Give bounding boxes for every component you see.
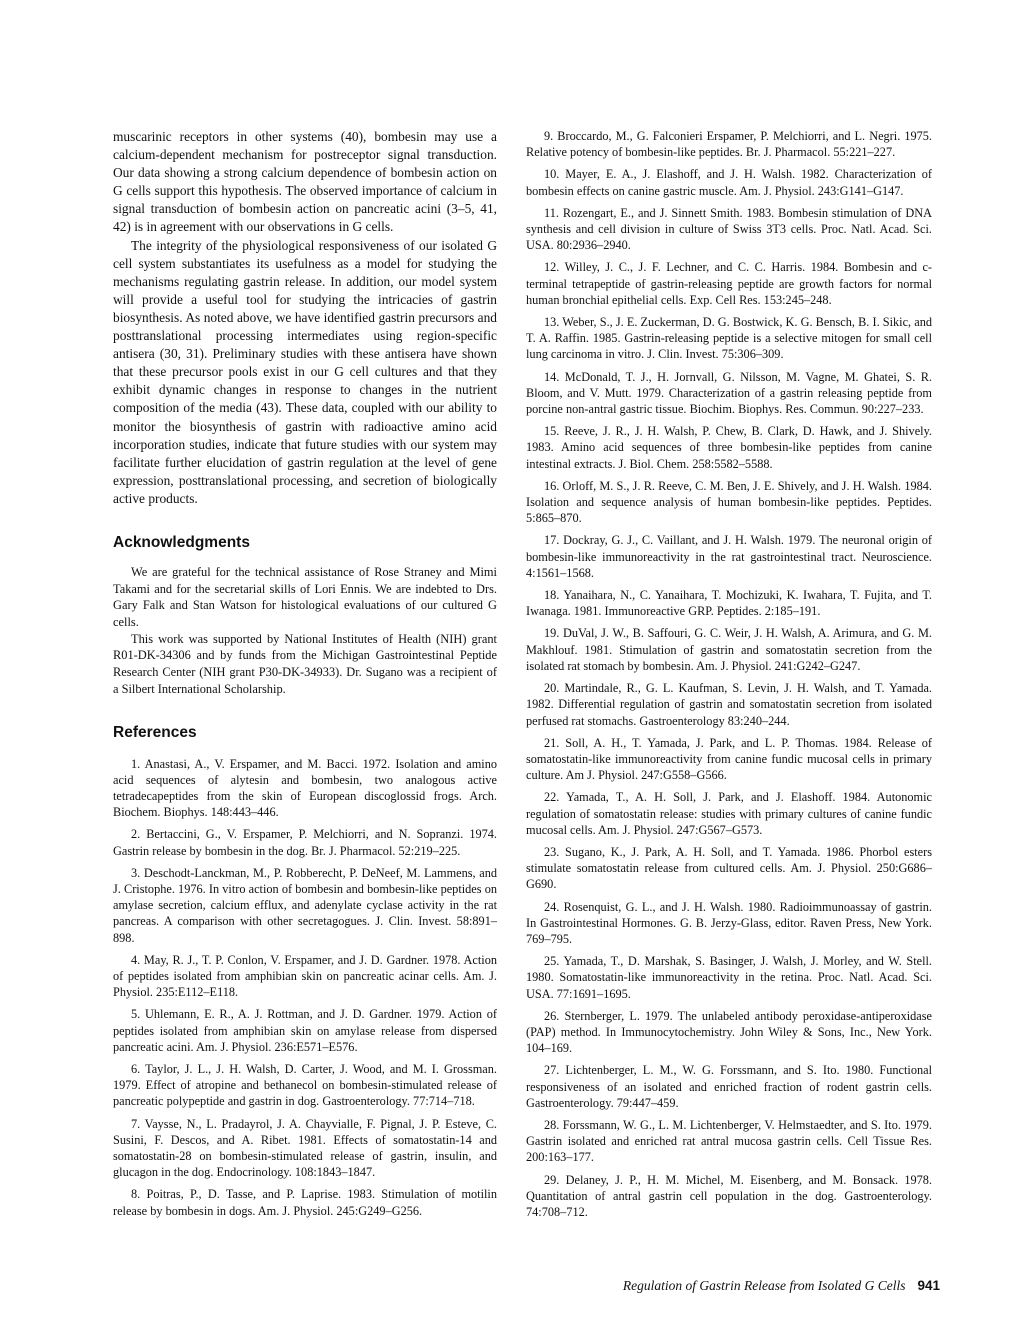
body-paragraph: The integrity of the physiological responsiveness of our isolated G cell system substantiates its usefulness as a model for studying the mechanisms regulating gastrin release. In addition, our model system will provide a useful tool for studying the intricacies of gastrin biosynthesis. As noted above, we have identified gastrin precursors and posttranslational processing intermediates using region-specific antisera (30, 31). Preliminary studies with these antisera have shown that these precursor pools exist in our G cell cultures and that they exhibit dynamic changes in response to changes in the nutrient composition of the media (43). These data, coupled with our ability to monitor the biosynthesis of gastrin with radioactive amino acid incorporation studies, indicate that future studies with our system may facilitate further elucidation of gastrin regulation at the level of gene expression, posttranslational processing, and secretion of biologically active products. [113,237,497,506]
acknowledgments-paragraph: We are grateful for the technical assistance of Rose Straney and Mimi Takami and for the secretarial skills of Lori Ennis. We are indebted to Drs. Gary Falk and Stan Watson for histological evaluations of our cultured G cells. [113,564,497,630]
reference-item: 10. Mayer, E. A., J. Elashoff, and J. H. Walsh. 1982. Characterization of bombesin effects on canine gastric muscle. Am. J. Physiol. 243:G141–G147. [526,167,932,198]
reference-item: 15. Reeve, J. R., J. H. Walsh, P. Chew, B. Clark, D. Hawk, and J. Shively. 1983. Amino acid sequences of three bombesin-like peptides from canine intestinal extracts. J. Biol. Chem. 258:5582–5588. [526,424,932,471]
reference-item: 25. Yamada, T., D. Marshak, S. Basinger, J. Walsh, J. Morley, and W. Stell. 1980. Somatostatin-like immunoreactivity in the retina. Proc. Natl. Acad. Sci. USA. 77:1691–1695. [526,954,932,1001]
acknowledgments-paragraph: This work was supported by National Institutes of Health (NIH) grant R01-DK-34306 and by funds from the Michigan Gastrointestinal Peptide Research Center (NIH grant P30-DK-34933). Dr. Sugano was a recipient of a Silbert International Scholarship. [113,631,497,696]
reference-item: 18. Yanaihara, N., C. Yanaihara, T. Mochizuki, K. Iwahara, T. Fujita, and T. Iwanaga. 1981. Immunoreactive GRP. Peptides. 2:185–191. [526,588,932,619]
reference-item: 19. DuVal, J. W., B. Saffouri, G. C. Weir, J. H. Walsh, A. Arimura, and G. M. Makhlouf. 1981. Stimulation of gastrin and somatostatin secretion from the isolated rat stomach by bombesin. Am. J. Physiol. 241:G242–G247. [526,626,932,673]
reference-item: 13. Weber, S., J. E. Zuckerman, D. G. Bostwick, K. G. Bensch, B. I. Sikic, and T. A. Raffin. 1985. Gastrin-releasing peptide is a selective mitogen for small cell lung carcinoma in vitro. J. Clin. Invest. 75:306–309. [526,315,932,362]
page-number: 941 [917,1278,940,1293]
body-paragraph: muscarinic receptors in other systems (40), bombesin may use a calcium-dependent mechanism for postreceptor signal transduction. Our data showing a strong calcium dependence of bombesin action on G cells support this hypothesis. The observed importance of calcium in signal transduction of bombesin action on pancreatic acini (3–5, 41, 42) is in agreement with our observations in G cells. [113,129,497,235]
page-footer [580,1278,940,1294]
reference-item: 24. Rosenquist, G. L., and J. H. Walsh. 1980. Radioimmunoassay of gastrin. In Gastrointestinal Hormones. G. B. Jerzy-Glass, editor. Raven Press, New York. 769–795. [526,899,932,946]
reference-item: 27. Lichtenberger, L. M., W. G. Forssmann, and S. Ito. 1980. Functional responsiveness of an isolated and enriched fraction of rodent gastrin cells. Gastroenterology. 79:447–459. [526,1063,932,1110]
reference-item: 5. Uhlemann, E. R., A. J. Rottman, and J. D. Gardner. 1979. Action of peptides isolated from amphibian skin on amylase release from dispersed pancreatic acini. Am. J. Physiol. 236:E571–E576. [113,1007,497,1054]
reference-item: 6. Taylor, J. L., J. H. Walsh, D. Carter, J. Wood, and M. I. Grossman. 1979. Effect of atropine and bethanecol on bombesin-stimulated release of pancreatic polypeptide and gastrin in dog. Gastroenterology. 77:714–718. [113,1062,497,1109]
references-list-left [113,756,497,1219]
reference-item: 8. Poitras, P., D. Tasse, and P. Laprise. 1983. Stimulation of motilin release by bombesin in dogs. Am. J. Physiol. 245:G249–G256. [113,1187,497,1218]
reference-item: 9. Broccardo, M., G. Falconieri Erspamer, P. Melchiorri, and L. Negri. 1975. Relative potency of bombesin-like peptides. Br. J. Pharmacol. 55:221–227. [526,129,932,160]
reference-item: 14. McDonald, T. J., H. Jornvall, G. Nilsson, M. Vagne, M. Ghatei, S. R. Bloom, and V. Mutt. 1979. Characterization of a gastrin releasing peptide from porcine non-antral gastric tissue. Biochim. Biophys. Res. Commun. 90:227–233. [526,369,932,417]
reference-item: 20. Martindale, R., G. L. Kaufman, S. Levin, J. H. Walsh, and T. Yamada. 1982. Differential regulation of gastrin and somatostatin secretion from isolated perfused rat stomachs. Gastroenterology 83:240–244. [526,681,932,728]
reference-item: 28. Forssmann, W. G., L. M. Lichtenberger, V. Helmstaedter, and S. Ito. 1979. Gastrin isolated and enriched rat antral mucosa gastrin cells. Cell Tissue Res. 200:163–177. [526,1117,932,1165]
references-heading: References [113,723,197,741]
acknowledgments-heading: Acknowledgments [113,533,250,551]
reference-item: 17. Dockray, G. J., C. Vaillant, and J. H. Walsh. 1979. The neuronal origin of bombesin-like immunoreactivity in the rat gastrointestinal tract. Neuroscience. 4:1561–1568. [526,533,932,580]
reference-item: 16. Orloff, M. S., J. R. Reeve, C. M. Ben, J. E. Shively, and J. H. Walsh. 1984. Isolation and sequence analysis of human bombesin-like peptides. Peptides. 5:865–870. [526,478,932,526]
reference-item: 22. Yamada, T., A. H. Soll, J. Park, and J. Elashoff. 1984. Autonomic regulation of somatostatin release: studies with primary cultures of canine fundic mucosal cells. Am. J. Physiol. 247:G567–G573. [526,790,932,837]
left-column [113,128,497,1225]
reference-item: 29. Delaney, J. P., H. M. Michel, M. Eisenberg, and M. Bonsack. 1978. Quantitation of antral gastrin cell population in the dog. Gastroenterology. 74:708–712. [526,1172,932,1219]
reference-item: 4. May, R. J., T. P. Conlon, V. Erspamer, and J. D. Gardner. 1978. Action of peptides isolated from amphibian skin on pancreatic acinar cells. Am. J. Physiol. 235:E112–E118. [113,952,497,1000]
reference-item: 21. Soll, A. H., T. Yamada, J. Park, and L. P. Thomas. 1984. Release of somatostatin-like immunoreactivity from canine fundic mucosal cells in primary culture. Am J. Physiol. 247:G558–G566. [526,735,932,783]
reference-item: 12. Willey, J. C., J. F. Lechner, and C. C. Harris. 1984. Bombesin and c-terminal tetrapeptide of gastrin-releasing peptide are growth factors for normal human bronchial epithelial cells. Exp. Cell Res. 153:245–248. [526,260,932,307]
reference-item: 2. Bertaccini, G., V. Erspamer, P. Melchiorri, and N. Sopranzi. 1974. Gastrin release by bombesin in the dog. Br. J. Pharmacol. 52:219–225. [113,827,497,858]
running-title: Regulation of Gastrin Release from Isolated G Cells [622,1278,906,1293]
reference-item: 11. Rozengart, E., and J. Sinnett Smith. 1983. Bombesin stimulation of DNA synthesis and cell division in culture of Swiss 3T3 cells. Proc. Natl. Acad. Sci. USA. 80:2936–2940. [526,205,932,253]
reference-item: 1. Anastasi, A., V. Erspamer, and M. Bacci. 1972. Isolation and amino acid sequences of alytesin and bombesin, two analogous active tetradecapeptides from the skin of European discoglossid frogs. Arch. Biochem. Biophys. 148:443–446. [113,756,497,820]
reference-item: 26. Sternberger, L. 1979. The unlabeled antibody peroxidase-antiperoxidase (PAP) method. In Immunocytochemistry. John Wiley & Sons, Inc., New York. 104–169. [526,1008,932,1056]
reference-item: 7. Vaysse, N., L. Pradayrol, J. A. Chayvialle, F. Pignal, J. P. Esteve, C. Susini, F. Descos, and A. Ribet. 1981. Effects of somatostatin-14 and somatostatin-28 on bombesin-stimulated release of gastrin, insulin, and glucagon in the dog. Endocrinology. 108:1843–1847. [113,1116,497,1180]
reference-item: 23. Sugano, K., J. Park, A. H. Soll, and T. Yamada. 1986. Phorbol esters stimulate somatostatin release from cultured cells. Am. J. Physiol. 250:G686–G690. [526,844,932,892]
reference-item: 3. Deschodt-Lanckman, M., P. Robberecht, P. DeNeef, M. Lammens, and J. Cristophe. 1976. In vitro action of bombesin and bombesin-like peptides on amylase secretion, calcium efflux, and adenylate cyclase activity in the rat pancreas. A comparison with other secretagogues. J. Clin. Invest. 58:891–898. [113,865,497,945]
references-list-right [526,128,932,1226]
